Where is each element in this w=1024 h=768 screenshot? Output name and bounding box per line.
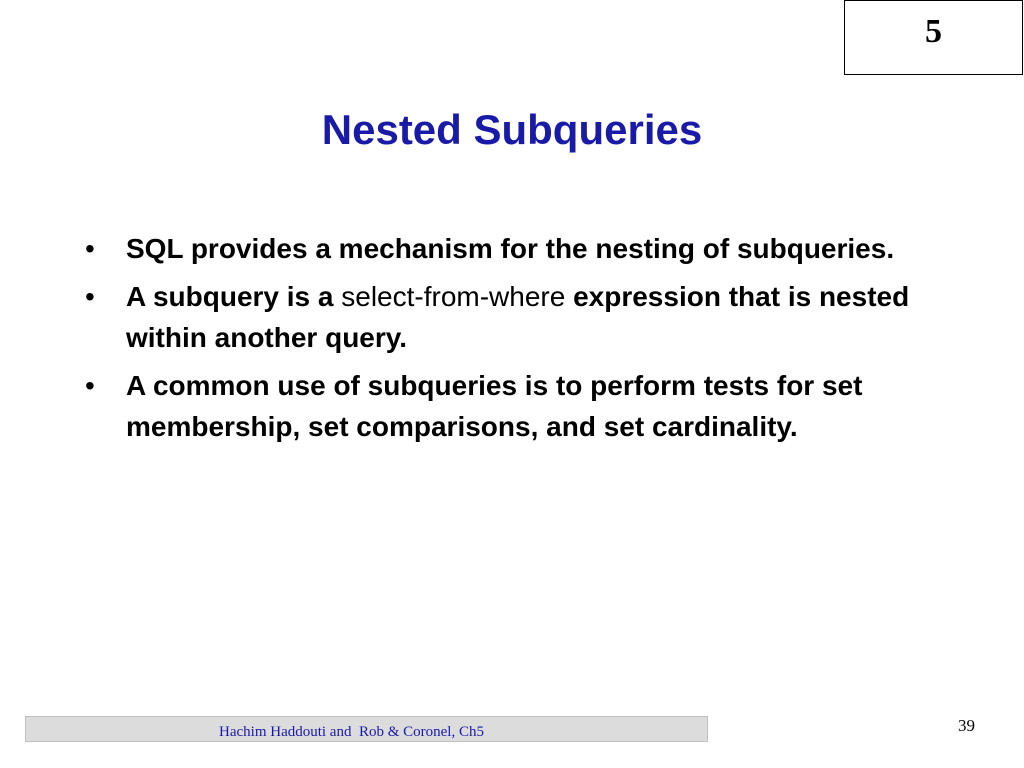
bullet-list: [85, 228, 955, 454]
bullet-item-2: [85, 276, 955, 358]
chapter-number: 5: [925, 13, 942, 50]
page-number: 39: [958, 716, 975, 735]
bullet-glyph: •: [85, 281, 95, 312]
bullet-1-text: SQL provides a mechanism for the nesting of subqueries.: [126, 233, 895, 264]
bullet-item-1: [85, 228, 955, 269]
slide-title: Nested Subqueries: [321, 106, 703, 153]
bullet-2-text-part-3: expression that is nested within another query.: [126, 281, 910, 353]
bullet-3-text: A common use of subqueries is to perform tests for set membership, set comparisons, and set cardinality.: [126, 370, 863, 442]
footer-credit: Hachim Haddouti and Rob & Coronel, Ch5: [219, 724, 484, 740]
bullet-2-text-part-1: A subquery is a: [126, 281, 342, 312]
bullet-glyph: •: [85, 370, 95, 401]
bullet-2-text-part-2: select-from-where: [341, 281, 566, 312]
bullet-item-3: [85, 365, 955, 447]
bullet-glyph: •: [85, 233, 95, 264]
chapter-number-box: [844, 0, 1023, 75]
